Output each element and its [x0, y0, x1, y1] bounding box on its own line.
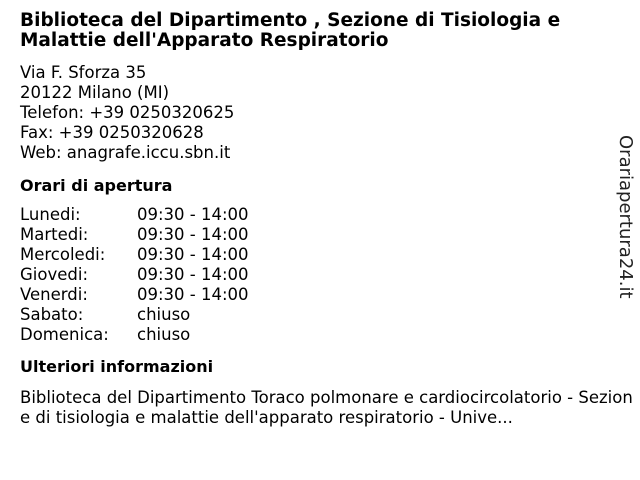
website-link[interactable]: Web: anagrafe.iccu.sbn.it: [20, 143, 231, 162]
hours-time: 09:30 - 14:00: [137, 205, 249, 224]
hours-row-domenica: [20, 325, 632, 345]
address-block: [20, 63, 632, 163]
hours-row-mercoledi: [20, 245, 632, 265]
more-info-text: Biblioteca del Dipartimento Toraco polmonare e cardiocircolatorio - Sezione di tisiologia e malattie dell'apparato respiratorio - Unive...: [20, 388, 633, 427]
hours-time: 09:30 - 14:00: [137, 225, 249, 244]
more-info-heading: Ulteriori informazioni: [20, 357, 214, 376]
hours-time: 09:30 - 14:00: [137, 285, 249, 304]
hours-day: Domenica:: [20, 325, 109, 344]
hours-day: Lunedi:: [20, 205, 81, 224]
hours-time: chiuso: [137, 305, 191, 324]
hours-day: Venerdi:: [20, 285, 88, 304]
hours-row-sabato: [20, 305, 632, 325]
hours-day: Sabato:: [20, 305, 84, 324]
hours-time: chiuso: [137, 325, 191, 344]
hours-time: 09:30 - 14:00: [137, 245, 249, 264]
hours-row-venerdi: [20, 285, 632, 305]
hours-row-lunedi: [20, 205, 632, 225]
hours-row-giovedi: [20, 265, 632, 285]
page-title: Biblioteca del Dipartimento , Sezione di Tisiologia e Malattie dell'Apparato Respiratorio: [20, 10, 561, 51]
hours-time: 09:30 - 14:00: [137, 265, 249, 284]
hours-day: Giovedi:: [20, 265, 88, 284]
opening-hours-heading: Orari di apertura: [20, 176, 173, 195]
library-detail: [20, 11, 632, 428]
hours-row-martedi: [20, 225, 632, 245]
phone-number: Telefon: +39 0250320625: [20, 103, 235, 122]
street-address: Via F. Sforza 35: [20, 63, 147, 82]
site-watermark: Orariapertura24.it: [615, 135, 636, 299]
hours-day: Martedi:: [20, 225, 89, 244]
city-address: 20122 Milano (MI): [20, 83, 170, 102]
opening-hours-table: [20, 205, 632, 345]
fax-number: Fax: +39 0250320628: [20, 123, 204, 142]
hours-day: Mercoledi:: [20, 245, 106, 264]
